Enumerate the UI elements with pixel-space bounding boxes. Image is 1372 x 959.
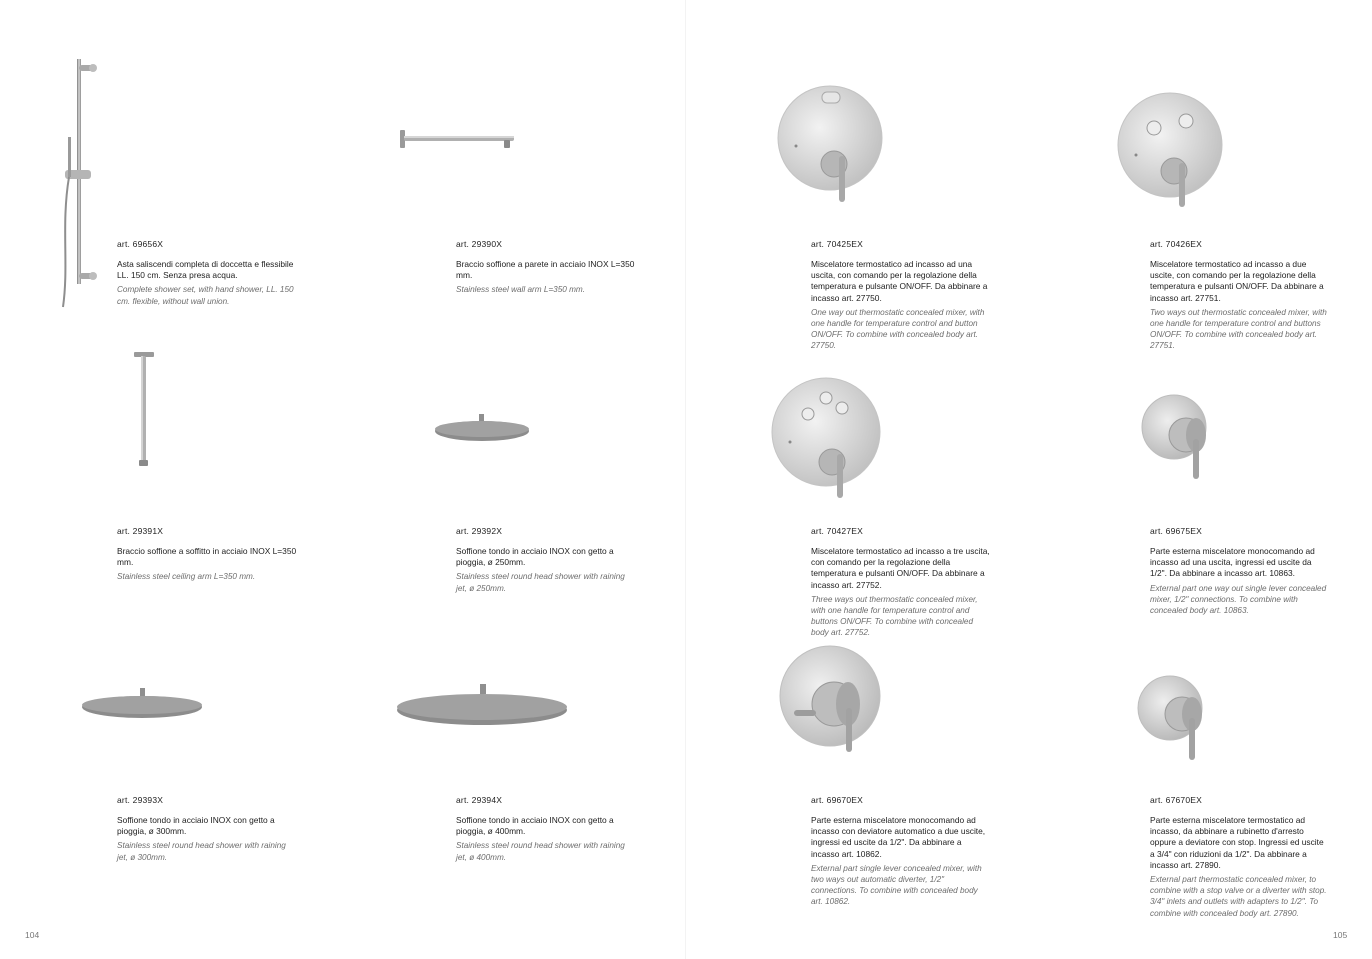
article-code: art. 29391X: [117, 526, 164, 536]
page-number-right: 105: [1333, 930, 1348, 940]
article-code: art. 29393X: [117, 795, 164, 805]
description-en: Stainless steel round head shower with raining jet, ø 400mm.: [456, 841, 625, 862]
article-code: art. 67670EX: [1150, 795, 1203, 805]
article-code: art. 69656X: [117, 239, 164, 249]
description-it: Asta saliscendi completa di doccetta e flessibile LL. 150 cm. Senza presa acqua.: [117, 259, 294, 281]
description-it: Soffione tondo in acciaio INOX con getto a pioggia, ø 250mm.: [456, 546, 614, 568]
description-en: Stainless steel round head shower with raining jet, ø 250mm.: [456, 572, 625, 593]
description-it: Miscelatore termostatico ad incasso ad una uscita, con comando per la regolazione della temperatura e pulsante ON/OFF. Da abbinare a incasso art. 27750.: [811, 259, 988, 303]
shower-rail-set-image: [55, 55, 105, 315]
article-code: art. 70427EX: [811, 526, 864, 536]
description-en: External part thermostatic concealed mixer, to combine with a stop valve or a diverter with stop. 3/4" inlets and outlets with adapters to 1/2". To combine with concealed body art. 27890.: [1150, 875, 1327, 918]
single-lever-mixer-image: [1140, 385, 1220, 483]
single-lever-mixer-diverter-image: [778, 638, 882, 758]
description-it: Braccio soffione a soffitto in acciaio INOX L=350 mm.: [117, 546, 297, 568]
description-it: Miscelatore termostatico ad incasso a due uscite, con comando per la regolazione della temperatura e pulsanti ON/OFF. Da abbinare a incasso art. 27751.: [1150, 259, 1324, 303]
ceiling-shower-arm-image: [132, 350, 156, 472]
article-code: art. 70425EX: [811, 239, 864, 249]
description-en: Stainless steel ceiling arm L=350 mm.: [117, 572, 256, 582]
round-head-shower-300-image: [80, 686, 206, 722]
description-it: Parte esterna miscelatore monocomando ad incasso ad una uscita, ingressi ed uscite da 1/2". Da abbinare a incasso art. 10863.: [1150, 546, 1315, 579]
description-it: Braccio soffione a parete in acciaio INOX L=350 mm.: [456, 259, 635, 281]
description-it: Miscelatore termostatico ad incasso a tre uscita, con comando per la regolazione della temperatura e pulsanti ON/OFF. Da abbinare a incasso art. 27752.: [811, 546, 990, 590]
description-en: Stainless steel round head shower with raining jet, ø 300mm.: [117, 841, 286, 862]
description-it: Parte esterna miscelatore monocomando ad incasso con deviatore automatico a due uscite, ingressi ed uscite da 1/2". Da abbinare a incasso art. 10862.: [811, 815, 986, 859]
description-it: Soffione tondo in acciaio INOX con getto a pioggia, ø 400mm.: [456, 815, 614, 837]
description-en: Stainless steel wall arm L=350 mm.: [456, 285, 586, 295]
round-head-shower-400-image: [395, 682, 571, 730]
description-en: External part single lever concealed mixer, with two ways out automatic diverter, 1/2" connections. To combine with concealed body art. 10862.: [811, 863, 982, 907]
page-number-left: 104: [25, 930, 40, 940]
article-code: art. 29394X: [456, 795, 503, 805]
description-en: Complete shower set, with hand shower, LL. 150 cm. flexible, without wall union.: [117, 285, 294, 306]
thermostatic-mixer-two-buttons-image: [1114, 83, 1224, 213]
description-en: One way out thermostatic concealed mixer, with one handle for temperature control and button ON/OFF. To combine with concealed body art. 27750.: [811, 307, 985, 351]
round-head-shower-250-image: [432, 412, 532, 446]
description-it: Parte esterna miscelatore termostatico ad incasso, da abbinare a rubinetto d'arresto oppure a deviatore con stop. Ingressi ed uscite a 3/4" con riduzioni da 1/2". Da abbinare a incasso art. 27890.: [1150, 815, 1324, 870]
description-en: Two ways out thermostatic concealed mixer, with one handle for temperature control and buttons ON/OFF. To combine with concealed body art. 27751.: [1150, 307, 1327, 351]
wall-shower-arm-image: [398, 128, 520, 152]
article-code: art. 69670EX: [811, 795, 864, 805]
description-en: Three ways out thermostatic concealed mixer, with one handle for temperature control and buttons ON/OFF. To combine with concealed body art. 27752.: [811, 594, 978, 638]
thermostatic-mixer-one-button-image: [776, 76, 886, 206]
thermostatic-mixer-three-buttons-image: [770, 372, 885, 500]
thermostatic-mixer-external-image: [1136, 670, 1216, 766]
article-code: art. 70426EX: [1150, 239, 1203, 249]
article-code: art. 29390X: [456, 239, 503, 249]
page-fold: [685, 0, 686, 959]
article-code: art. 69675EX: [1150, 526, 1203, 536]
description-it: Soffione tondo in acciaio INOX con getto a pioggia, ø 300mm.: [117, 815, 275, 837]
description-en: External part one way out single lever concealed mixer, 1/2" connections. To combine with concealed body art. 10863.: [1150, 583, 1327, 616]
article-code: art. 29392X: [456, 526, 503, 536]
